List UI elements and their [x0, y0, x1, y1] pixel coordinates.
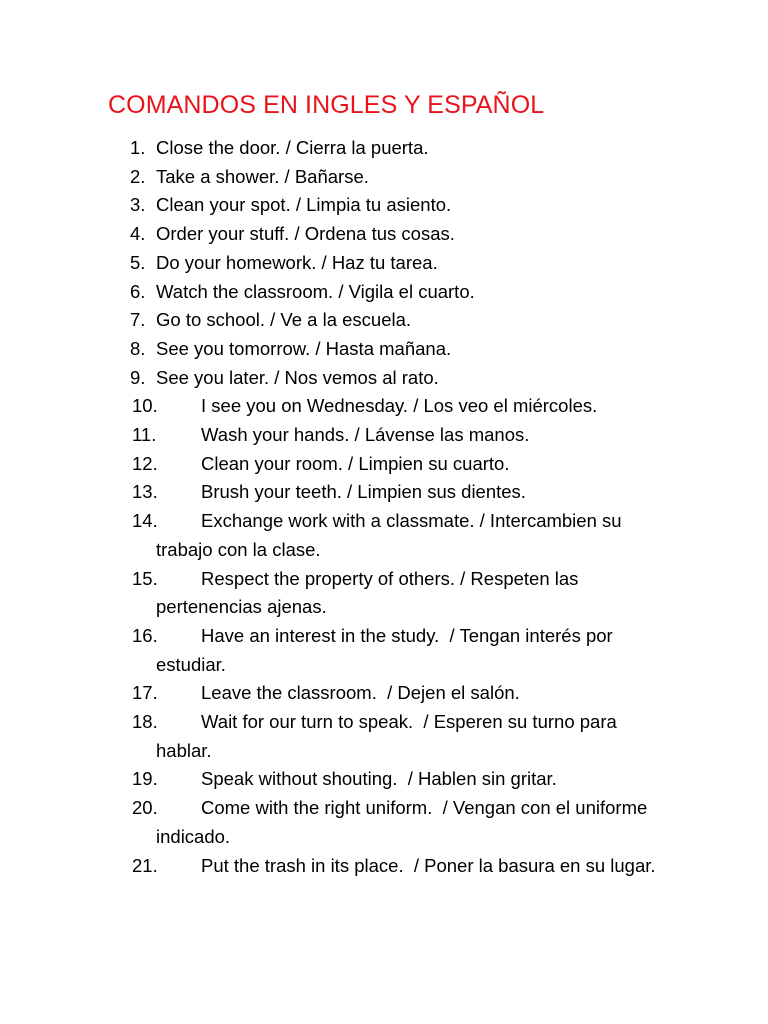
list-item [0, 679, 768, 708]
list-item [0, 794, 768, 851]
item-text: See you tomorrow. / Hasta mañana. [156, 337, 452, 359]
list-item [0, 191, 768, 220]
list-item [0, 249, 768, 278]
list-item [0, 364, 768, 393]
list-item [0, 565, 768, 622]
item-text: Do your homework. / Haz tu tarea. [156, 251, 438, 273]
item-text: See you later. / Nos vemos al rato. [156, 366, 439, 388]
item-number: 16. [132, 624, 158, 646]
item-number: 8. [130, 337, 146, 359]
list-item [0, 163, 768, 192]
item-number: 5. [130, 251, 146, 273]
item-number: 11. [132, 424, 157, 446]
item-text: Come with the right uniform. / Vengan con el uniforme indicado. [156, 797, 679, 847]
item-text: Put the trash in its place. / Poner la basura en su lugar. [201, 854, 656, 876]
item-text: Clean your room. / Limpien su cuarto. [201, 452, 510, 474]
item-text: Watch the classroom. / Vigila el cuarto. [156, 280, 475, 302]
item-number: 17. [132, 682, 158, 704]
item-text: Speak without shouting. / Hablen sin gritar. [201, 768, 557, 790]
item-number: 3. [130, 194, 146, 216]
item-number: 2. [130, 165, 146, 187]
item-number: 6. [130, 280, 146, 302]
list-item [0, 708, 768, 765]
list-item [0, 450, 768, 479]
list-item [0, 392, 768, 421]
item-number: 15. [132, 567, 158, 589]
item-text: Leave the classroom. / Dejen el salón. [201, 682, 520, 704]
item-text: Respect the property of others. / Respeten las pertenencias ajenas. [156, 567, 584, 618]
list-item [0, 622, 768, 679]
item-text: Exchange work with a classmate. / Intercambien su trabajo con la clase. [156, 510, 627, 560]
list-item [0, 421, 768, 450]
item-text: Order your stuff. / Ordena tus cosas. [156, 223, 455, 245]
item-number: 18. [132, 711, 158, 733]
item-number: 4. [130, 223, 146, 245]
item-text: Clean your spot. / Limpia tu asiento. [156, 194, 452, 216]
list-item [0, 134, 768, 163]
item-number: 14. [132, 510, 158, 532]
commands-list [0, 134, 768, 880]
item-text: Wash your hands. / Lávense las manos. [201, 424, 530, 446]
list-item [0, 306, 768, 335]
list-item [0, 220, 768, 249]
item-text: Go to school. / Ve a la escuela. [156, 309, 412, 331]
item-number: 20. [132, 797, 158, 819]
item-text: Close the door. / Cierra la puerta. [156, 137, 429, 158]
item-text: Have an interest in the study. / Tengan interés por estudiar. [156, 624, 618, 675]
item-text: Brush your teeth. / Limpien sus dientes. [201, 481, 526, 503]
list-item [0, 335, 768, 364]
item-text: Take a shower. / Bañarse. [156, 165, 369, 187]
item-number: 21. [132, 854, 158, 876]
list-item [0, 478, 768, 507]
item-number: 9. [130, 366, 146, 388]
list-item [0, 507, 768, 564]
item-number: 13. [132, 481, 158, 503]
list-item [0, 852, 768, 881]
item-number: 10. [132, 395, 158, 417]
item-number: 1. [130, 137, 146, 158]
item-number: 7. [130, 309, 146, 331]
item-text: Wait for our turn to speak. / Esperen su turno para hablar. [156, 711, 622, 761]
document-title: COMANDOS EN INGLES Y ESPAÑOL [108, 91, 545, 119]
list-item [0, 765, 768, 794]
item-number: 12. [132, 452, 158, 474]
item-number: 19. [132, 768, 158, 790]
list-item [0, 278, 768, 307]
item-text: I see you on Wednesday. / Los veo el miércoles. [201, 395, 598, 417]
